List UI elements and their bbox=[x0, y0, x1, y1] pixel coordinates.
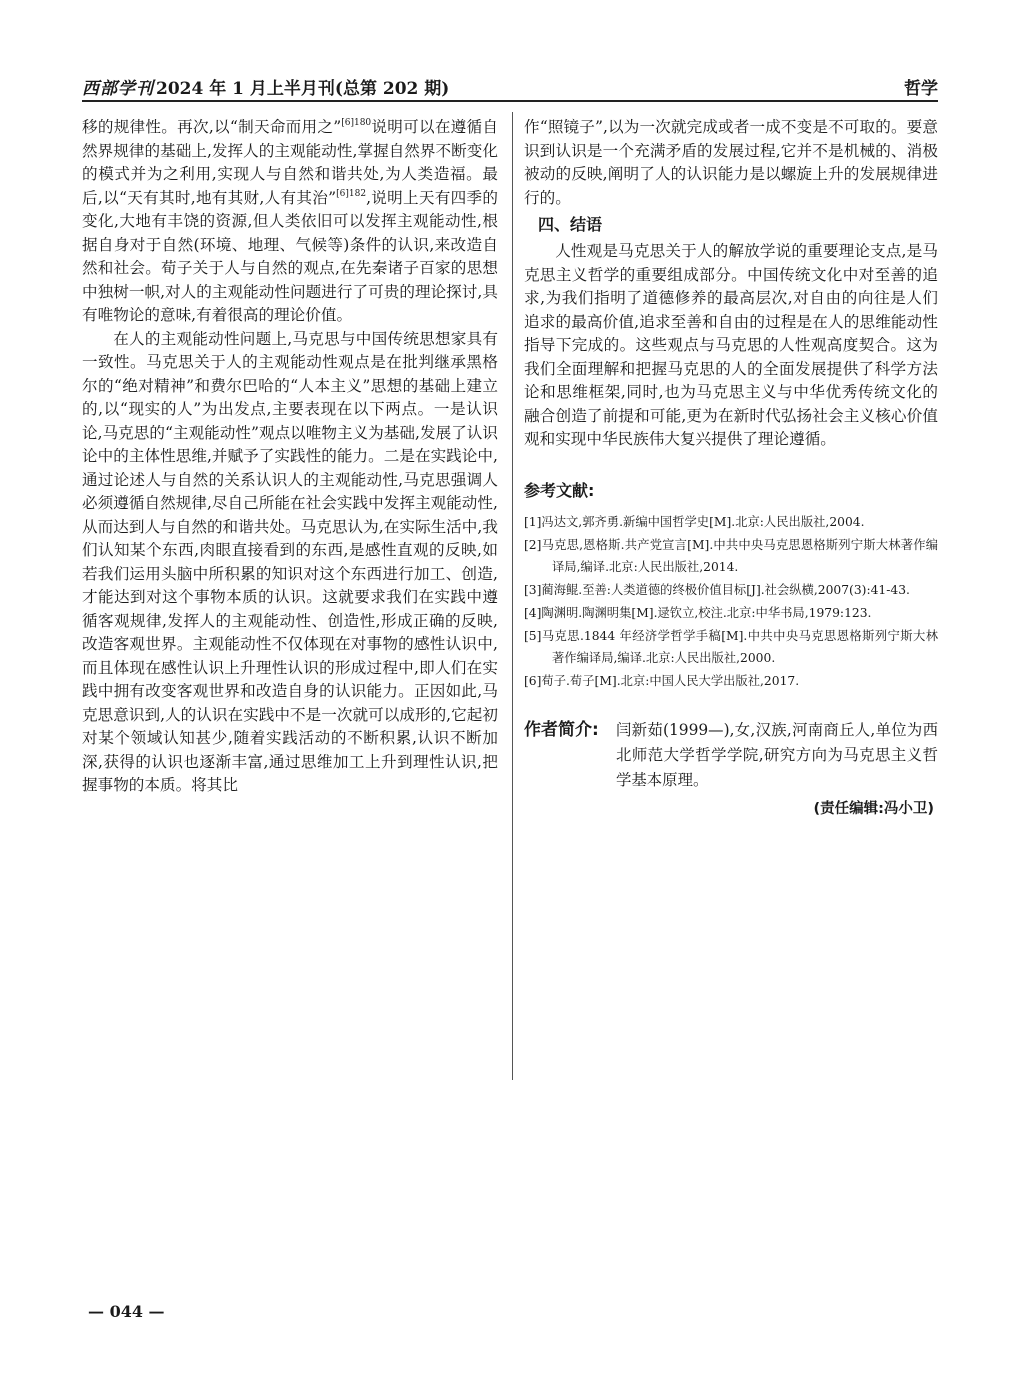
reference-item: [5]马克思.1844 年经济学哲学手稿[M].中共中央马克思恩格斯列宁斯大林著作编译局,编译.北京:人民出版社,2000. bbox=[524, 628, 938, 665]
right-column bbox=[524, 116, 938, 818]
reference-item: [4]陶渊明.陶渊明集[M].逯钦立,校注.北京:中华书局,1979:123. bbox=[524, 605, 872, 620]
journal-issue-line bbox=[82, 74, 449, 99]
left-column bbox=[82, 116, 498, 798]
section-heading: 四、结语 bbox=[538, 215, 603, 234]
editor-note: (责任编辑:冯小卫) bbox=[813, 800, 934, 817]
paragraph bbox=[82, 116, 498, 328]
reference-item: [6]荀子.荀子[M].北京:中国人民大学出版社,2017. bbox=[524, 673, 800, 688]
author-bio bbox=[524, 718, 938, 793]
paragraph: 作“照镜子”,以为一次就完成或者一成不变是不可取的。要意识到认识是一个充满矛盾的发展过程,它并不是机械的、消极被动的反映,阐明了人的认识能力是以螺旋上升的发展规律进行的。 bbox=[524, 118, 938, 207]
issue-label: 2024 年 1 月上半月刊(总第 202 期) bbox=[156, 79, 450, 99]
references-list bbox=[524, 511, 938, 692]
column-divider bbox=[512, 112, 513, 1080]
author-label: 作者简介: bbox=[524, 719, 599, 740]
citation: [6]182 bbox=[336, 188, 367, 199]
text-run: 说明可以在遵循自然界规律的基础上,发挥人的主观能动性,掌握自然界不断变化的模式并为之利用,实现人与自然和谐共处,为人类造福。最后,以“天有其时,地有其财,人有其治” bbox=[82, 118, 498, 207]
page-header bbox=[82, 70, 938, 100]
page-number: — 044 — bbox=[88, 1302, 165, 1321]
header-rule bbox=[82, 100, 938, 102]
paragraph: 人性观是马克思关于人的解放学说的重要理论支点,是马克思主义哲学的重要组成部分。中国传统文化中对至善的追求,为我们指明了道德修养的最高层次,对自由的向往是人们追求的最高价值,追求至善和自由的过程是在人的思维能动性指导下完成的。这些观点与马克思的人性观高度契合。这为我们全面理解和把握马克思的人的全面发展提供了科学方法论和思维框架,同时,也为马克思主义与中华优秀传统文化的融合创造了前提和可能,更为在新时代弘扬社会主义核心价值观和实现中华民族伟大复兴提供了理论遵循。 bbox=[524, 242, 938, 448]
text-run: ,说明上天有四季的变化,大地有丰饶的资源,但人类依旧可以发挥主观能动性,根据自身对于自然(环境、地理、气候等)条件的认识,来改造自然和社会。荀子关于人与自然的观点,在先秦诸子百家的思想中独树一帜,对人的主观能动性问题进行了可贵的理论探讨,具有唯物论的意味,有着很高的理论价值。 bbox=[82, 188, 498, 324]
paragraph: 在人的主观能动性问题上,马克思与中国传统思想家具有一致性。马克思关于人的主观能动性观点是在批判继承黑格尔的“绝对精神”和费尔巴哈的“人本主义”思想的基础上建立的,以“现实的人”为出发点,主要表现在以下两点。一是认识论,马克思的“主观能动性”观点以唯物主义为基础,发展了认识论中的主体性思维,并赋予了实践性的能力。二是在实践论中,通过论述人与自然的关系认识人的主观能动性,马克思强调人必须遵循自然规律,尽自己所能在社会实践中发挥主观能动性,从而达到人与自然的和谐共处。马克思认为,在实际生活中,我们认知某个东西,肉眼直接看到的东西,是感性直观的反映,如若我们运用头脑中所积累的知识对这个东西进行加工、创造,才能达到对这个事物本质的认识。这就要求我们在实践中遵循客观规律,发挥人的主观能动性、创造性,形成正确的反映,改造客观世界。主观能动性不仅体现在对事物的感性认识中,而且体现在感性认识上升理性认识的形成过程中,即人们在实践中拥有改变客观世界和改造自身的认识能力。正因如此,马克思意识到,人的认识在实践中不是一次就可以成形的,它起初对某个领域认知甚少,随着实践活动的不断积累,认识不断加深,获得的认识也逐渐丰富,通过思维加工上升到理性认识,把握事物的本质。将其比 bbox=[82, 329, 498, 794]
text-run: 移的规律性。再次,以“制天命而用之” bbox=[82, 118, 342, 136]
reference-item: [3]蔺海鲲.至善:人类道德的终极价值目标[J].社会纵横,2007(3):41-43. bbox=[524, 582, 910, 597]
journal-logo: 西部学刊 bbox=[82, 79, 154, 99]
reference-item: [1]冯达文,郭齐勇.新编中国哲学史[M].北京:人民出版社,2004. bbox=[524, 514, 865, 529]
citation: [6]180 bbox=[341, 118, 372, 128]
author-text: 闫新茹(1999—),女,汉族,河南商丘人,单位为西北师范大学哲学学院,研究方向为马克思主义哲学基本原理。 bbox=[616, 720, 938, 789]
references-title: 参考文献: bbox=[524, 480, 595, 500]
section-label: 哲学 bbox=[904, 79, 938, 99]
reference-item: [2]马克思,恩格斯.共产党宣言[M].中共中央马克思恩格斯列宁斯大林著作编译局,编译.北京:人民出版社,2014. bbox=[524, 537, 938, 574]
